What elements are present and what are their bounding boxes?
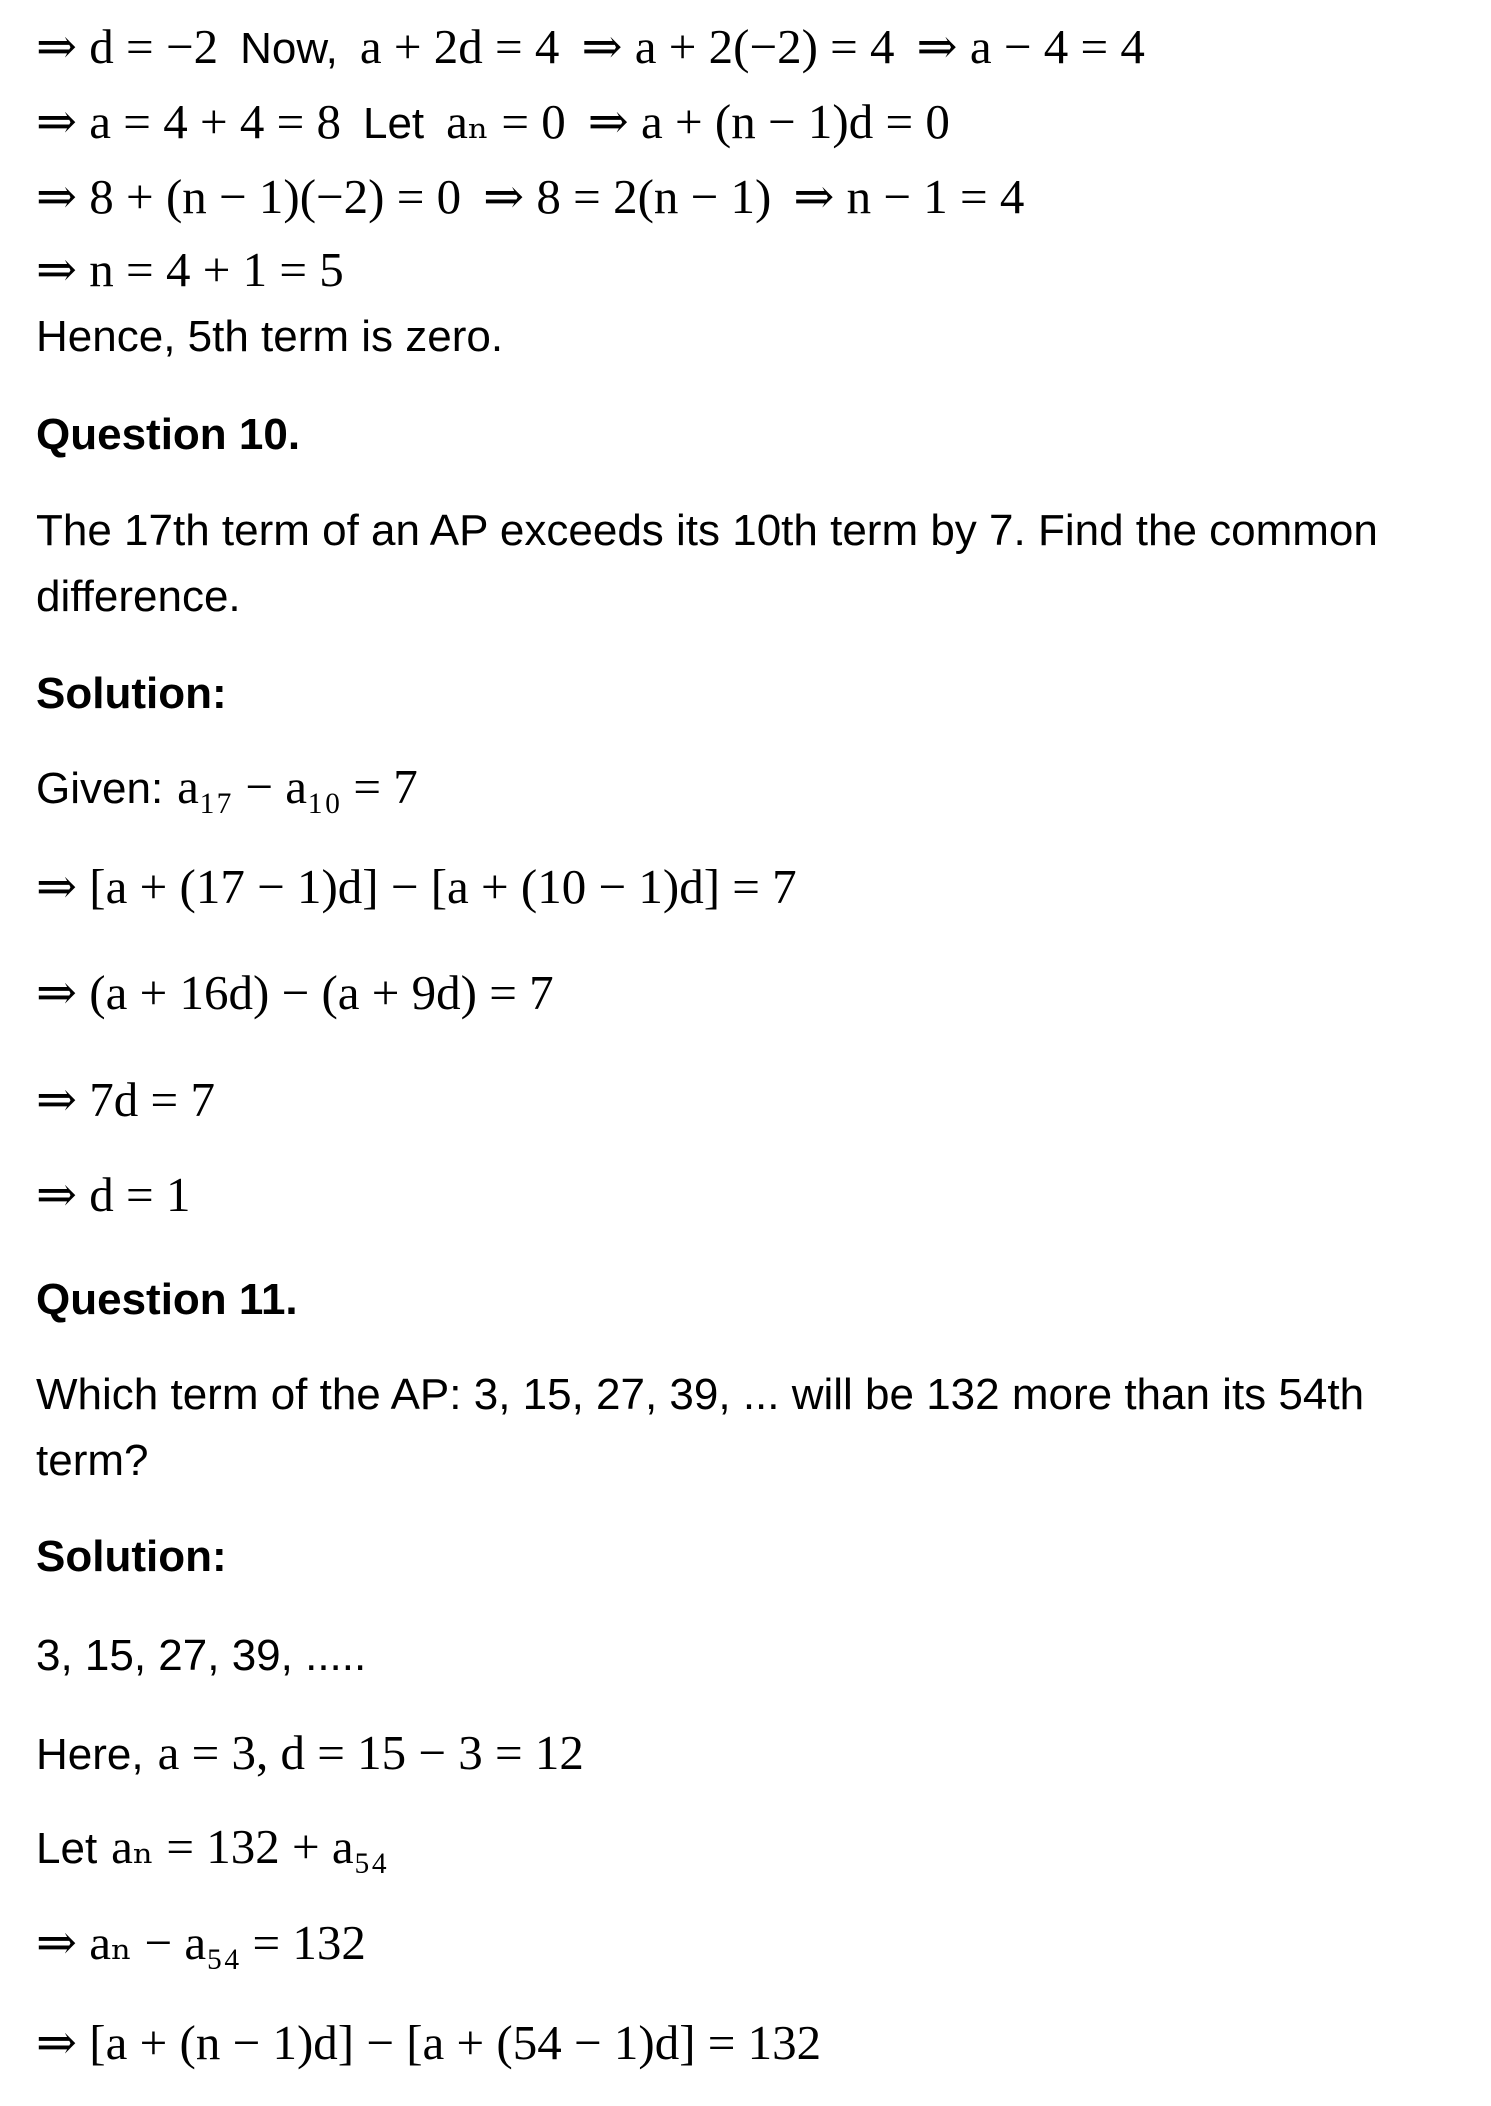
math-segment: ⇒ a = 4 + 4 = 8 — [36, 94, 341, 149]
math-segment: ⇒ n − 1 = 4 — [793, 169, 1025, 224]
here-equation: a = 3, d = 15 − 3 = 12 — [157, 1725, 584, 1780]
q11-solution-heading: Solution: — [36, 1532, 227, 1581]
given-label: Given: — [36, 764, 164, 813]
given-equation: a₁₇ − a₁₀ = 7 — [177, 759, 418, 814]
q10-step-1: ⇒ [a + (17 − 1)d] − [a + (10 − 1)d] = 7 — [36, 859, 797, 914]
math-segment: ⇒ 8 = 2(n − 1) — [483, 169, 772, 224]
math-segment: ⇒ a + (n − 1)d = 0 — [587, 94, 950, 149]
text-segment: Now, — [240, 24, 338, 73]
math-line-1 — [36, 19, 1145, 74]
math-line-2 — [36, 94, 950, 149]
math-segment: a + 2d = 4 — [359, 19, 560, 74]
q10-step-4: ⇒ d = 1 — [36, 1167, 191, 1222]
math-segment: ⇒ 8 + (n − 1)(−2) = 0 — [36, 169, 462, 224]
question-10-text: The 17th term of an AP exceeds its 10th term by 7. Find the common difference. — [36, 506, 1378, 621]
question-10-heading: Question 10. — [36, 410, 301, 459]
math-segment: ⇒ a − 4 = 4 — [916, 19, 1145, 74]
math-segment: ⇒ d = −2 — [36, 19, 219, 74]
let-equation: aₙ = 132 + a₅₄ — [111, 1819, 388, 1874]
q10-given-line — [36, 759, 418, 814]
q11-step-2: ⇒ [a + (n − 1)d] − [a + (54 − 1)d] = 132 — [36, 2015, 822, 2070]
q11-step-1: ⇒ aₙ − a₅₄ = 132 — [36, 1915, 366, 1970]
math-segment: ⇒ a + 2(−2) = 4 — [581, 19, 895, 74]
let-label: Let — [36, 1824, 98, 1873]
hence-text: Hence, 5th term is zero. — [36, 312, 504, 361]
q11-here-line — [36, 1725, 584, 1780]
q10-solution-heading: Solution: — [36, 669, 227, 718]
math-segment: ⇒ n = 4 + 1 = 5 — [36, 242, 344, 297]
question-11-text: Which term of the AP: 3, 15, 27, 39, ... will be 132 more than its 54th term? — [36, 1370, 1365, 1485]
q10-step-2: ⇒ (a + 16d) − (a + 9d) = 7 — [36, 965, 554, 1020]
q11-sequence: 3, 15, 27, 39, ..... — [36, 1631, 367, 1680]
here-label: Here, — [36, 1730, 144, 1779]
question-11-heading: Question 11. — [36, 1275, 298, 1324]
math-line-3 — [36, 169, 1025, 224]
math-line-4 — [36, 242, 344, 297]
text-segment: Let — [362, 99, 425, 148]
q10-step-3: ⇒ 7d = 7 — [36, 1072, 215, 1127]
math-segment: aₙ = 0 — [446, 94, 566, 149]
q11-let-line — [36, 1819, 388, 1874]
